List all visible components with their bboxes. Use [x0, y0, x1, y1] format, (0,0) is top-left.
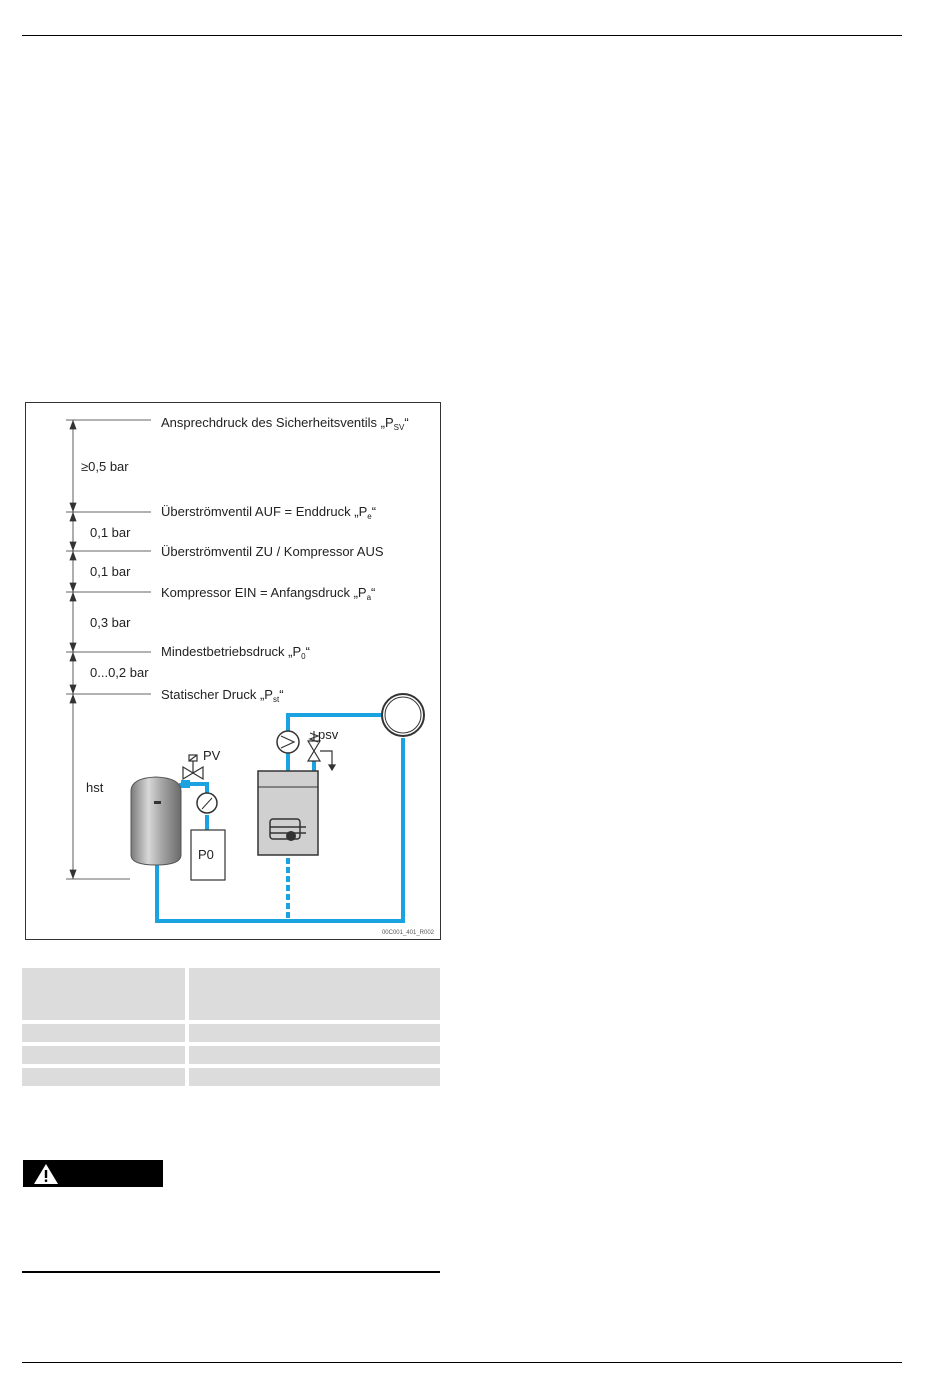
level-label-compressor-off: Überströmventil ZU / Kompressor AUS	[161, 544, 384, 559]
expansion-vessel-icon	[131, 777, 181, 865]
table-cell	[189, 1024, 440, 1042]
pressure-diagram	[25, 402, 441, 940]
segment-label: 0,1 bar	[90, 564, 131, 579]
heater-icon	[258, 771, 318, 855]
level-label-pa: Kompressor EIN = Anfangsdruck $„P_a“$	[161, 585, 376, 602]
table-cell	[189, 968, 440, 1020]
valve-label: PV	[203, 748, 221, 763]
table-row	[22, 1024, 440, 1042]
table-cell	[22, 1046, 185, 1064]
level-label-pe: Überströmventil AUF = Enddruck $„P_e“$	[161, 504, 377, 521]
tank-label: P0	[198, 847, 214, 862]
table-header-row	[22, 968, 440, 1020]
level-label-psv: Ansprechdruck des Sicherheitsventils $„P_{SV}“$	[161, 415, 409, 432]
height-label: hst	[86, 780, 104, 795]
dimension-arrows	[70, 420, 76, 879]
table-cell	[22, 1024, 185, 1042]
pressure-diagram-graphic	[26, 403, 442, 941]
figure-code: 00C001_401_R002	[381, 930, 434, 936]
footer-rule	[22, 1362, 902, 1363]
safety-valve-label: psv	[318, 727, 339, 742]
pv-valve-icon	[183, 755, 203, 779]
table-cell	[189, 1068, 440, 1086]
pump-icon	[277, 731, 299, 753]
warning-triangle-icon	[33, 1163, 59, 1185]
section-rule	[22, 1271, 440, 1273]
table-row	[22, 1046, 440, 1064]
segment-label: 0,3 bar	[90, 615, 131, 630]
segment-label: 0...0,2 bar	[90, 665, 149, 680]
table-cell	[22, 1068, 185, 1086]
warning-banner	[23, 1160, 163, 1187]
header-rule	[22, 35, 902, 36]
segment-label: ≥0,5 bar	[81, 459, 129, 474]
segment-label: 0,1 bar	[90, 525, 131, 540]
level-label-p0: Mindestbetriebsdruck $„P_0“$	[161, 644, 310, 661]
table-cell	[189, 1046, 440, 1064]
level-label-pst: Statischer Druck $„P_{st}“$	[161, 687, 284, 704]
data-table	[22, 968, 440, 1090]
table-row	[22, 1068, 440, 1086]
table-cell	[22, 968, 185, 1020]
